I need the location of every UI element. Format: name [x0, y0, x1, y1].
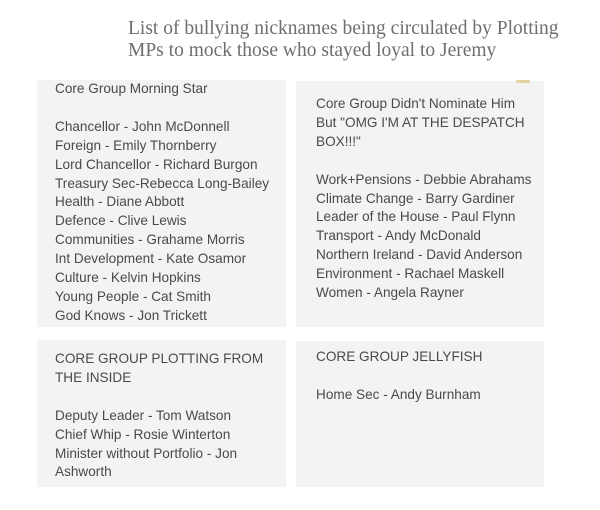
list-item: Deputy Leader - Tom Watson — [55, 407, 232, 423]
spacer — [316, 367, 544, 386]
list-item: God Knows - Jon Trickett — [55, 307, 207, 323]
list-item: Ashworth — [55, 464, 112, 480]
list-item: Home Sec - Andy Burnham — [316, 386, 481, 402]
highlight-mark-icon — [516, 80, 530, 83]
panel-heading-line-2: But "OMG I'M AT THE DESPATCH — [316, 114, 525, 130]
panel-heading: Core Group Morning Star — [55, 81, 208, 96]
list-item: Minister without Portfolio - Jon — [55, 445, 238, 461]
list-item: Environment - Rachael Maskell — [316, 266, 505, 282]
panel-heading-line-1: CORE GROUP PLOTTING FROM — [55, 351, 264, 366]
panel-heading — [316, 95, 525, 152]
panel-core-group-despatch-box — [296, 81, 544, 327]
list-item: Defence - Clive Lewis — [55, 213, 187, 229]
list-item: Treasury Sec-Rebecca Long-Bailey — [55, 175, 270, 191]
panel-core-group-morning-star — [37, 80, 286, 327]
panel-heading: CORE GROUP JELLYFISH — [316, 349, 483, 364]
list-item: Communities - Grahame Morris — [55, 232, 245, 248]
list-item: Lord Chancellor - Richard Burgon — [55, 156, 258, 172]
panel-core-group-plotting — [37, 340, 286, 487]
panel-heading-line-2: THE INSIDE — [55, 369, 132, 385]
spacer — [316, 152, 544, 171]
list-item: Chief Whip - Rosie Winterton — [55, 426, 231, 442]
list-item: Leader of the House - Paul Flynn — [316, 209, 516, 225]
headline-line-1: List of bullying nicknames being circulated by Plotting — [128, 18, 559, 39]
panel-heading-line-1: Core Group Didn't Nominate Him — [316, 96, 516, 111]
list-item: Northern Ireland - David Anderson — [316, 247, 523, 263]
panel-heading-line-3: BOX!!!" — [316, 133, 361, 149]
spacer — [55, 388, 286, 407]
list-item: Young People - Cat Smith — [55, 288, 211, 304]
list-item: Transport - Andy McDonald — [316, 228, 481, 244]
list-item: Foreign - Emily Thornberry — [55, 137, 217, 153]
list-item: Int Development - Kate Osamor — [55, 251, 247, 267]
list-item: Culture - Kelvin Hopkins — [55, 270, 201, 286]
headline-line-2: MPs to mock those who stayed loyal to Jeremy — [128, 40, 497, 61]
headline — [128, 18, 568, 62]
list-item: Health - Diane Abbott — [55, 194, 185, 210]
panel-heading — [55, 350, 264, 388]
list-item: Chancellor - John McDonnell — [55, 118, 230, 134]
panel-core-group-jellyfish — [296, 341, 544, 487]
spacer — [55, 99, 286, 118]
list-item: Work+Pensions - Debbie Abrahams — [316, 171, 532, 187]
list-item: Women - Angela Rayner — [316, 285, 464, 301]
list-item: Climate Change - Barry Gardiner — [316, 190, 515, 206]
